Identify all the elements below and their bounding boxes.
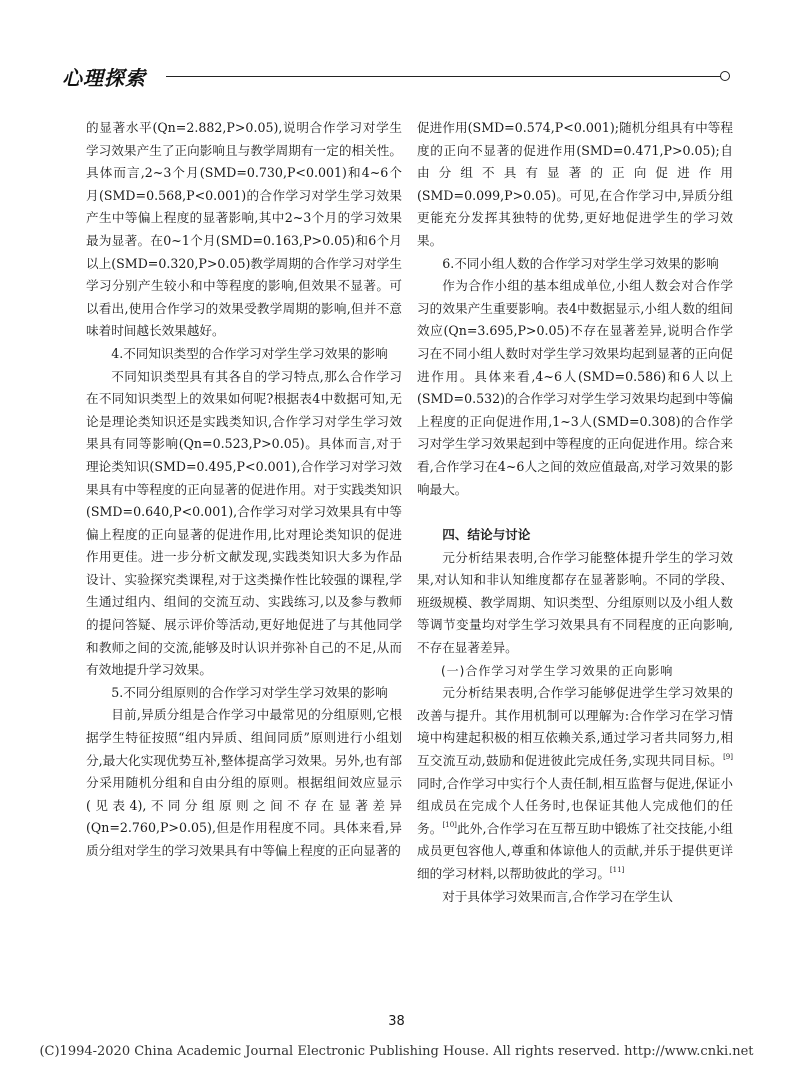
section-heading: 四、结论与讨论 <box>442 527 531 543</box>
paragraph <box>417 682 733 885</box>
paragraph: 的显著水平(Qn=2.882,P>0.05),说明合作学习对学生学习效果产生了正向影响且与教学周期有一定的相关性。具体而言,2~3个月(SMD=0.730,P<0.001)和4~6个月(SMD=0.568,P<0.001)的合作学习对学生学习效果产生中等偏上程度的显著影响,其中2~3个月的学习效果最为显著。在0~1个月(SMD=0.163,P>0.05)和6个月以上(SMD=0.320,P>0.05)教学周期的合作学习对学生学习分别产生较小和中等程度的影响,但效果不显著。可以看出,使用合作学习的效果受教学周期的影响,但并不意味着时间越长效果越好。 <box>86 120 402 339</box>
subsection-heading: (一)合作学习对学生学习效果的正向影响 <box>441 663 674 678</box>
paragraph: 对于具体学习效果而言,合作学习在学生认 <box>442 888 673 904</box>
subsection-heading: 4.不同知识类型的合作学习对学生学习效果的影响 <box>111 345 388 361</box>
subsection-heading: 5.不同分组原则的合作学习对学生学习效果的影响 <box>111 684 388 700</box>
right-column <box>417 117 733 908</box>
citation-ref: [9] <box>723 753 733 762</box>
paragraph: 不同知识类型具有其各自的学习特点,那么合作学习在不同知识类型上的效果如何呢?根据表4中数据可知,无论是理论类知识还是实践类知识,合作学习对学生学习效果具有同等影响(Qn=0.523,P>0.05)。具体而言,对于理论类知识(SMD=0.495,P<0.001),合作学习对学习效果具有中等程度的正向显著的促进作用。对于实践类知识(SMD=0.640,P<0.001),合作学习对学习效果具有中等偏上程度的正向显著的促进作用,比对理论类知识的促进作用更佳。进一步分析文献发现,实践类知识大多为作品设计、实验探究类课程,对于这类操作性比较强的课程,学生通过组内、组间的交流互动、实践练习,以及参与教师的提问答疑、展示评价等活动,更好地促进了与其他同学和教师之间的交流,能够及时认识并弥补自己的不足,从而有效地提升学习效果。 <box>86 368 402 678</box>
journal-section-title: 心理探索 <box>62 66 146 90</box>
subsection-heading: 6.不同小组人数的合作学习对学生学习效果的影响 <box>442 255 719 271</box>
header-rule-end-circle-icon <box>720 71 730 81</box>
citation-ref: [10] <box>442 820 457 829</box>
citation-ref: [11] <box>609 866 625 874</box>
paragraph: 目前,异质分组是合作学习中最常见的分组原则,它根据学生特征按照“组内异质、组间同质”原则进行小组划分,最大化实现优势互补,整体提高学习效果。另外,也有部分采用随机分组和自由分组的原则。根据组间效应显示(见表4),不同分组原则之间不存在显著差异(Qn=2.760,P>0.05),但是作用程度不同。具体来看,异质分组对学生的学习效果具有中等偏上程度的正向显著的 <box>86 707 402 858</box>
paragraph-text: 同时,合作学习中实行个人责任制,相互监督与促进,保证小组成员在完成个人任务时,也保证其他人完成他们的任务。 <box>417 775 733 836</box>
copyright-footer: (C)1994-2020 China Academic Journal Electronic Publishing House. All rights reserved. http://www.cnki.net <box>39 1044 754 1059</box>
left-column <box>86 117 402 863</box>
paragraph: 促进作用(SMD=0.574,P<0.001);随机分组具有中等程度的正向不显著的促进作用(SMD=0.471,P>0.05);自由分组不具有显著的正向促进作用(SMD=0.099,P>0.05)。可见,在合作学习中,异质分组更能充分发挥其独特的优势,更好地促进学生的学习效果。 <box>417 120 733 248</box>
page-number: 38 <box>388 1014 405 1029</box>
paragraph: 元分析结果表明,合作学习能整体提升学生的学习效果,对认知和非认知维度都存在显著影响。不同的学段、班级规模、教学周期、知识类型、分组原则以及小组人数等调节变量均对学生学习效果具有不同程度的正向影响,不存在显著差异。 <box>417 549 733 656</box>
paragraph-text: 此外,合作学习在互帮互助中锻炼了社交技能,小组成员更包容他人,尊重和体谅他人的贡献,并乐于提供更详细的学习材料,以帮助彼此的学习。 <box>417 820 734 881</box>
running-header <box>62 62 730 90</box>
header-rule <box>166 76 722 77</box>
paragraph: 作为合作小组的基本组成单位,小组人数会对合作学习的效果产生重要影响。表4中数据显示,小组人数的组间效应(Qn=3.695,P>0.05)不存在显著差异,说明合作学习在不同小组人数时对学生学习效果均起到显著的正向促进作用。具体来看,4~6人(SMD=0.586)和6人以上(SMD=0.532)的合作学习对学生学习效果均起到中等偏上程度的正向促进作用,1~3人(SMD=0.308)的合作学习对学生学习效果起到中等程度的正向促进作用。综合来看,合作学习在4~6人之间的效应值最高,对学习效果的影响最大。 <box>417 278 733 497</box>
paragraph-text: 元分析结果表明,合作学习能够促进学生学习效果的改善与提升。其作用机制可以理解为:合作学习在学习情境中构建起积极的相互依赖关系,通过学习者共同努力,相互交流互动,鼓励和促进彼此完成任务,实现共同目标。 <box>417 685 733 769</box>
